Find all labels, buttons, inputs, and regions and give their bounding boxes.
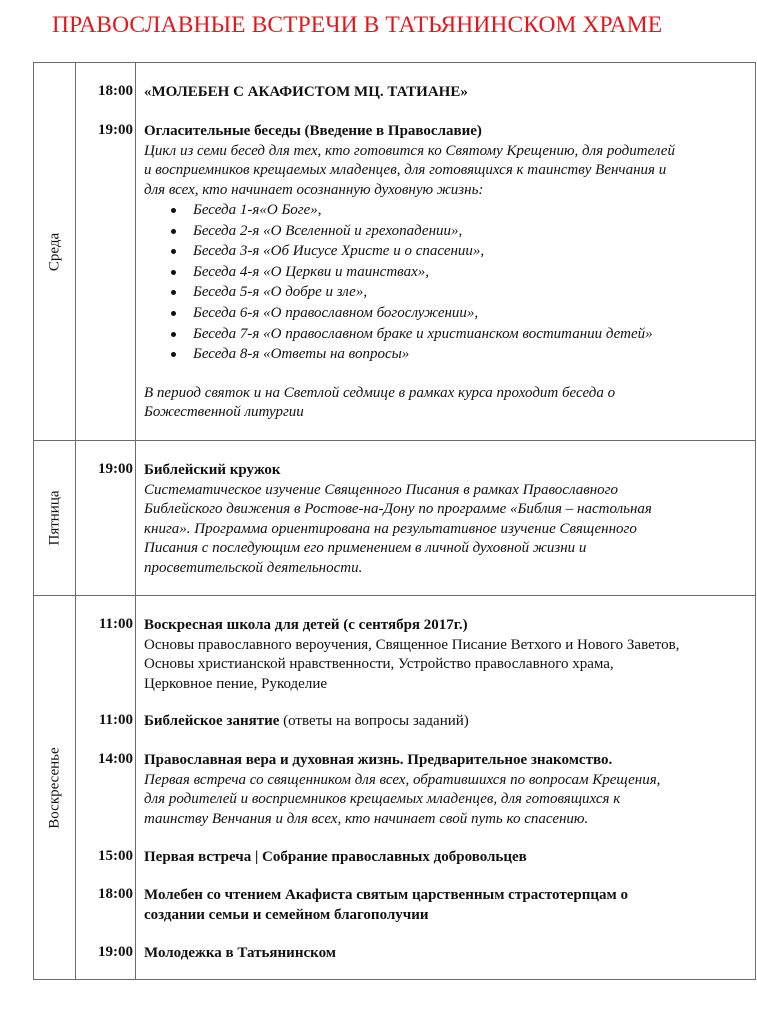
event-title: Молодежка в Татьянинском [144,945,337,961]
event-title: Воскресная школа для детей (с сентября 2017г.) [144,617,468,633]
event-description-line: Писания с последующим его применением в личной духовной жизни и [144,540,587,556]
talk-item: Беседа 5-я «О добре и зле», [144,282,749,303]
event-title: Библейское занятие [144,713,280,729]
event-item [144,751,749,829]
talks-list [144,200,749,365]
event-item [144,886,749,925]
talk-item: Беседа 2-я «О Вселенной и грехопадении», [144,221,749,242]
day-row-wednesday [34,63,755,440]
event-description-line: для родителей и восприемников крещаемых младенцев, для готовящихся к [144,791,621,807]
event-time: 19:00 [98,944,133,960]
event-description-line: таинству Венчания и для всех, кто начинает свой путь ко спасению. [144,810,589,827]
talk-item: Беседа 3-я «Об Иисусе Христе и о спасении», [144,241,749,262]
event-time: 19:00 [98,461,133,477]
day-row-friday [34,440,755,595]
event-title-line: создании семьи и семейном благополучии [144,906,429,923]
day-label-cell [34,596,75,979]
day-row-sunday [34,595,755,979]
event-description-line: Цикл из семи бесед для тех, кто готовится ко Святому Крещению, для родителей [144,142,675,159]
event-title-suffix: (ответы на вопросы заданий) [279,713,469,729]
event-time: 11:00 [98,712,133,728]
event-description-line: Библейского движения в Ростове-на-Дону по программе «Библия – настольная [144,501,652,517]
event-title: «МОЛЕБЕН С АКАФИСТОМ МЦ. ТАТИАНЕ» [144,84,468,100]
event-description-line: книга». Программа ориентирована на результативное изучение Священного [144,520,637,537]
talk-item: Беседа 6-я «О православном богослужении», [144,303,749,324]
event-time: 18:00 [98,886,133,902]
event-title: Православная вера и духовная жизнь. Предварительное знакомство. [144,752,613,768]
day-label: Среда [46,232,62,271]
event-item [144,712,749,732]
event-title-line: Молебен со чтением Акафиста святым царственным страстотерпцам о [144,887,628,903]
event-description-line: Систематическое изучение Священного Писания в рамках Православного [144,481,618,498]
day-label-cell [34,63,75,440]
day-label: Воскресенье [46,746,62,829]
event-title: Библейский кружок [144,462,281,478]
event-description-line: Первая встреча со священником для всех, обратившихся по вопросам Крещения, [144,771,661,788]
page-title: ПРАВОСЛАВНЫЕ ВСТРЕЧИ В ТАТЬЯНИНСКОМ ХРАМЕ [52,12,663,38]
event-description-line: Основы христианской нравственности, Устройство православного храма, [144,656,614,672]
event-description-line: Церковное пение, Рукоделие [144,675,328,692]
event-item [144,848,749,868]
event-time: 11:00 [98,616,133,632]
event-item [144,616,749,694]
event-description-line: просветительской деятельности. [144,559,363,576]
event-time: 15:00 [98,848,133,864]
day-label: Пятница [46,490,62,546]
event-time: 19:00 [98,122,133,138]
event-time: 14:00 [98,751,133,767]
event-time: 18:00 [98,83,133,99]
event-title: Первая встреча | Собрание православных добровольцев [144,849,527,865]
event-item [144,461,749,578]
talk-item: Беседа 1-я«О Боге», [144,200,749,221]
event-note-line: Божественной литургии [144,404,304,421]
talk-item: Беседа 7-я «О православном браке и христианском воститании детей» [144,324,749,345]
event-item [144,83,749,103]
event-item [144,122,749,423]
event-description-line: для всех, кто начинает осознанную духовную жизнь: [144,181,484,198]
talk-item: Беседа 4-я «О Церкви и таинствах», [144,262,749,283]
talk-item: Беседа 8-я «Ответы на вопросы» [144,344,749,365]
day-label-cell [34,441,75,595]
schedule-table [33,62,756,980]
event-description-line: и восприемников крещаемых младенцев, для готовящихся к таинству Венчания и [144,162,667,178]
event-item [144,944,749,964]
event-description-line: Основы православного вероучения, Священное Писание Ветхого и Нового Заветов, [144,636,680,653]
event-title: Огласительные беседы (Введение в Православие) [144,123,482,139]
event-note-line: В период святок и на Светлой седмице в рамках курса проходит беседа о [144,384,616,401]
